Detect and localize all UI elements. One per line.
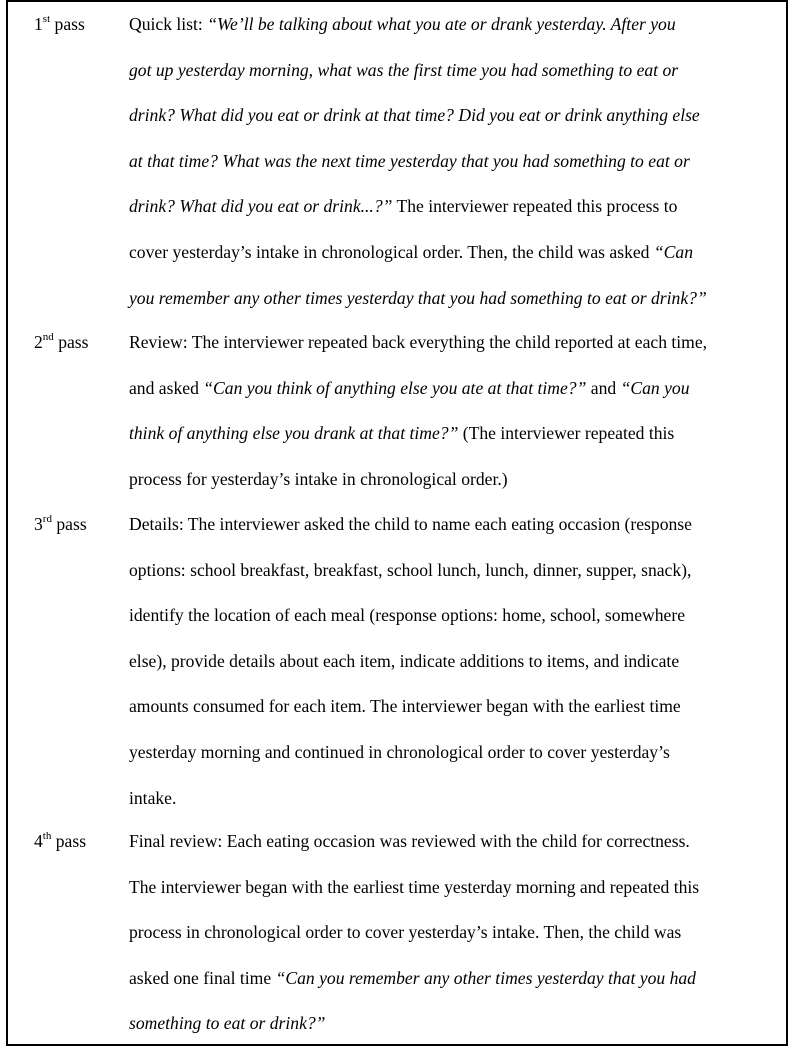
pass-label xyxy=(34,2,134,48)
text-line xyxy=(129,411,791,457)
pass-label xyxy=(34,819,134,865)
description-text: options: school breakfast, breakfast, school lunch, lunch, dinner, supper, snack), xyxy=(129,559,692,580)
text-line xyxy=(129,502,791,548)
description-text: Quick list: xyxy=(129,14,208,34)
pass-description xyxy=(129,502,791,821)
pass-number: 1 xyxy=(34,14,43,34)
pass-ordinal-suffix: rd xyxy=(42,513,52,526)
text-line xyxy=(129,639,791,685)
quoted-question-text: at that time? What was the next time yesterday that you had something to eat or xyxy=(129,150,690,171)
quoted-question-text: drink? What did you eat or drink...?” xyxy=(129,196,393,217)
text-line xyxy=(129,230,791,276)
quoted-question-text: “Can you think of anything else you ate at that time?” xyxy=(203,377,587,398)
quoted-question-text: think of anything else you drank at that time?” xyxy=(129,423,459,444)
text-line xyxy=(129,819,791,865)
quoted-question-text: drink? What did you eat or drink at that time? Did you eat or drink anything else xyxy=(129,105,700,126)
description-text: Details: The interviewer asked the child to name each eating occasion (response xyxy=(129,514,692,534)
description-text: amounts consumed for each item. The interviewer began with the earliest time xyxy=(129,696,681,717)
text-line xyxy=(129,93,791,139)
pass-ordinal-suffix: st xyxy=(42,13,51,26)
quoted-question-text: “Can you xyxy=(620,377,690,398)
text-line xyxy=(129,1001,791,1047)
text-line xyxy=(129,956,791,1002)
description-text: The interviewer began with the earliest time yesterday morning and repeated this xyxy=(129,876,700,897)
pass-description xyxy=(129,819,791,1047)
text-line xyxy=(129,865,791,911)
pass-description xyxy=(129,320,791,502)
description-text: process for yesterday’s intake in chronological order.) xyxy=(129,468,508,489)
text-line xyxy=(129,184,791,230)
description-text: asked one final time xyxy=(129,967,276,988)
text-line xyxy=(129,320,791,366)
pass-number: 4 xyxy=(34,831,43,851)
pass-word: pass xyxy=(51,514,87,534)
description-text: identify the location of each meal (response options: home, school, somewhere xyxy=(129,605,685,626)
text-line xyxy=(129,684,791,730)
pass-word: pass xyxy=(51,831,87,851)
text-line xyxy=(129,366,791,412)
text-line xyxy=(129,548,791,594)
quoted-question-text: got up yesterday morning, what was the first time you had something to eat or xyxy=(129,59,679,80)
quoted-question-text: “Can xyxy=(653,241,693,262)
description-text: process in chronological order to cover yesterday’s intake. Then, the child was xyxy=(129,922,682,943)
description-text: yesterday morning and continued in chronological order to cover yesterday’s xyxy=(129,741,670,762)
description-text: intake. xyxy=(129,787,177,808)
pass-description xyxy=(129,2,791,321)
text-line xyxy=(129,2,791,48)
quoted-question-text: “We’ll be talking about what you ate or drank yesterday. After you xyxy=(207,14,676,34)
description-text: else), provide details about each item, indicate additions to items, and indicate xyxy=(129,650,680,671)
pass-word: pass xyxy=(53,332,89,352)
passes-table xyxy=(6,0,788,1046)
pass-label xyxy=(34,502,134,548)
pass-number: 3 xyxy=(34,514,43,534)
text-line xyxy=(129,48,791,94)
quoted-question-text: “Can you remember any other times yesterday that you had xyxy=(275,967,696,988)
text-line xyxy=(129,457,791,503)
pass-ordinal-suffix: nd xyxy=(42,331,54,344)
pass-ordinal-suffix: th xyxy=(42,830,52,843)
description-text: Review: The interviewer repeated back everything the child reported at each time, xyxy=(129,332,708,352)
description-text: and asked xyxy=(129,377,204,398)
description-text: (The interviewer repeated this xyxy=(458,423,675,444)
text-line xyxy=(129,276,791,322)
text-line xyxy=(129,593,791,639)
pass-label xyxy=(34,320,134,366)
text-line xyxy=(129,910,791,956)
quoted-question-text: you remember any other times yesterday that you had something to eat or drink?” xyxy=(129,287,707,308)
pass-word: pass xyxy=(50,14,85,34)
description-text: cover yesterday’s intake in chronological order. Then, the child was asked xyxy=(129,241,654,262)
description-text: and xyxy=(586,377,621,398)
quoted-question-text: something to eat or drink?” xyxy=(129,1013,326,1034)
text-line xyxy=(129,139,791,185)
description-text: Final review: Each eating occasion was reviewed with the child for correctness. xyxy=(129,831,690,851)
description-text: The interviewer repeated this process to xyxy=(392,196,678,217)
text-line xyxy=(129,730,791,776)
pass-number: 2 xyxy=(34,332,43,352)
text-line xyxy=(129,776,791,822)
